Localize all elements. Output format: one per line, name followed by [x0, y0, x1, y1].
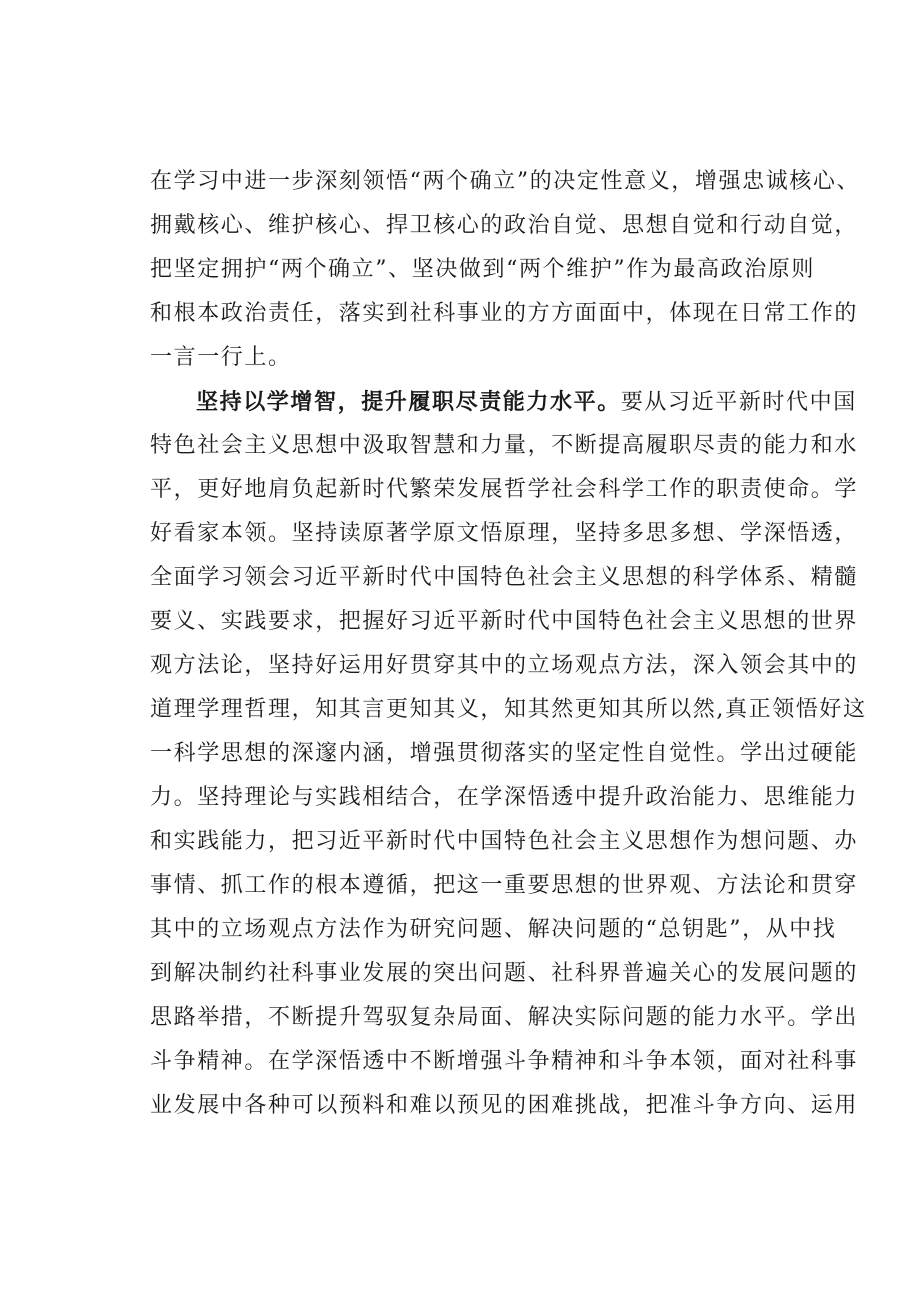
text-line: 和根本政治责任，落实到社科事业的方方面面中，体现在日常工作的: [150, 301, 859, 326]
text-line: 一言一行上。: [150, 345, 292, 370]
paragraph-first-line: [196, 387, 857, 418]
text-line: 观方法论，坚持好运用好贯穿其中的立场观点方法，深入领会其中的: [150, 653, 859, 678]
text-line: 把坚定拥护“两个确立”、坚决做到“两个维护”作为最高政治原则: [150, 257, 815, 282]
text-line: 一科学思想的深邃内涵，增强贯彻落实的坚定性自觉性。学出过硬能: [150, 741, 859, 766]
text-line: 好看家本领。坚持读原著学原文悟原理，坚持多思多想、学深悟透，: [150, 521, 859, 546]
text-line: 力。坚持理论与实践相结合，在学深悟透中提升政治能力、思维能力: [150, 785, 859, 810]
text-line: 其中的立场观点方法作为研究问题、解决问题的“总钥匙”，从中找: [150, 917, 837, 942]
text-line: 到解决制约社科事业发展的突出问题、社科界普遍关心的发展问题的: [150, 961, 859, 986]
text-line: 平，更好地肩负起新时代繁荣发展哲学社会科学工作的职责使命。学: [150, 477, 859, 502]
text-line: 全面学习领会习近平新时代中国特色社会主义思想的科学体系、精髓: [150, 565, 859, 590]
text-line: 在学习中进一步深刻领悟“两个确立”的决定性意义，增强忠诚核心、: [150, 169, 861, 194]
text-line: 事情、抓工作的根本遵循，把这一重要思想的世界观、方法论和贯穿: [150, 873, 859, 898]
text-line: 业发展中各种可以预料和难以预见的困难挑战，把准斗争方向、运用: [150, 1093, 859, 1118]
text-line: 特色社会主义思想中汲取智慧和力量，不断提高履职尽责的能力和水: [150, 433, 859, 458]
text-line: 斗争精神。在学深悟透中不断增强斗争精神和斗争本领，面对社科事: [150, 1049, 859, 1074]
text-line: 和实践能力，把习近平新时代中国特色社会主义思想作为想问题、办: [150, 829, 859, 854]
text-line: 思路举措，不断提升驾驭复杂局面、解决实际问题的能力水平。学出: [150, 1005, 859, 1030]
paragraph-heading: 坚持以学增智，提升履职尽责能力水平。: [196, 389, 621, 415]
paragraph-heading-continuation: 要从习近平新时代中国: [620, 390, 857, 415]
text-line: 拥戴核心、维护核心、捍卫核心的政治自觉、思想自觉和行动自觉，: [150, 213, 859, 238]
text-line: 道理学理哲理，知其言更知其义，知其然更知其所以然,真正领悟好这: [150, 697, 867, 722]
text-line: 要义、实践要求，把握好习近平新时代中国特色社会主义思想的世界: [150, 609, 859, 634]
